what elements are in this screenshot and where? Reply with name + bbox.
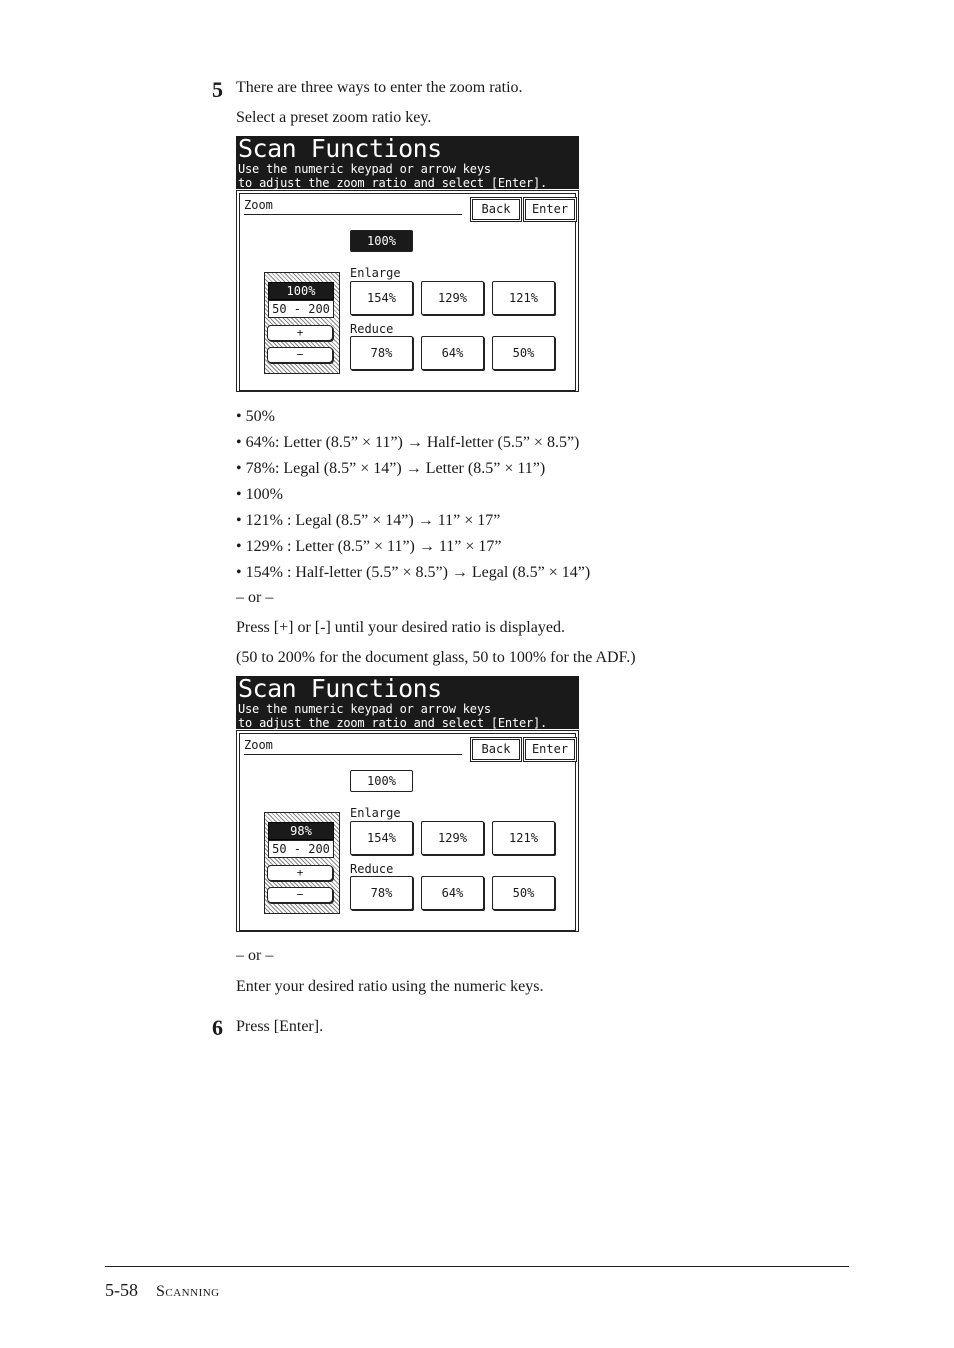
screen-body <box>236 190 579 392</box>
enlarge-154-button[interactable]: 154% <box>350 281 413 315</box>
reduce-64-button[interactable]: 64% <box>421 336 484 370</box>
preset-instruction: Select a preset zoom ratio key. <box>236 109 432 126</box>
screen-inner-frame <box>239 193 576 391</box>
section-name: Scanning <box>156 1283 220 1300</box>
step-5-intro: There are three ways to enter the zoom ratio. <box>236 79 523 96</box>
zoom-minus-button[interactable]: − <box>267 347 333 363</box>
reduce-50-button[interactable]: 50% <box>492 336 555 370</box>
reduce-label: Reduce <box>350 862 394 876</box>
zoom-underline <box>244 214 462 215</box>
zoom-underline <box>244 754 462 755</box>
page-number: 5-58 <box>105 1280 138 1300</box>
zoom-label: Zoom <box>244 198 273 212</box>
list-item: • 129% : Letter (8.5” × 11”) → 11” × 17” <box>236 534 590 560</box>
list-item: • 50% <box>236 404 590 430</box>
zoom-minus-button[interactable]: − <box>267 887 333 903</box>
scan-functions-screen-preset <box>236 136 579 392</box>
preset-100-button[interactable]: 100% <box>350 770 413 792</box>
screen-subtitle-line1: Use the numeric keypad or arrow keys <box>238 162 491 176</box>
footer-rule <box>105 1266 849 1267</box>
screen-subtitle-line1: Use the numeric keypad or arrow keys <box>238 702 491 716</box>
zoom-plus-button[interactable]: + <box>267 865 333 881</box>
zoom-range-display: 50 - 200 <box>268 300 334 318</box>
screen-title: Scan Functions <box>238 134 442 163</box>
screen-inner-frame <box>239 733 576 931</box>
page-footer <box>105 1279 220 1303</box>
zoom-stepper <box>264 812 340 914</box>
zoom-range-display: 50 - 200 <box>268 840 334 858</box>
scan-functions-screen-stepper <box>236 676 579 932</box>
or-separator: – or – <box>236 947 274 964</box>
numeric-keys-instruction: Enter your desired ratio using the numeric keys. <box>236 978 544 995</box>
back-button[interactable]: Back <box>472 739 520 760</box>
reduce-64-button[interactable]: 64% <box>421 876 484 910</box>
list-item: • 78%: Legal (8.5” × 14”) → Letter (8.5” × 11”) <box>236 456 590 482</box>
reduce-78-button[interactable]: 78% <box>350 876 413 910</box>
enlarge-129-button[interactable]: 129% <box>421 821 484 855</box>
zoom-plus-button[interactable]: + <box>267 325 333 341</box>
screen-subtitle-line2: to adjust the zoom ratio and select [Enter]. <box>238 176 548 190</box>
screen-header <box>236 676 579 729</box>
list-item: • 121% : Legal (8.5” × 14”) → 11” × 17” <box>236 508 590 534</box>
step-6-text: Press [Enter]. <box>236 1018 324 1035</box>
screen-header <box>236 136 579 189</box>
reduce-78-button[interactable]: 78% <box>350 336 413 370</box>
screen-subtitle-line2: to adjust the zoom ratio and select [Enter]. <box>238 716 548 730</box>
screen-body <box>236 730 579 932</box>
screen-title: Scan Functions <box>238 674 442 703</box>
enlarge-129-button[interactable]: 129% <box>421 281 484 315</box>
reduce-label: Reduce <box>350 322 394 336</box>
enter-button[interactable]: Enter <box>525 199 575 220</box>
enlarge-154-button[interactable]: 154% <box>350 821 413 855</box>
range-note: (50 to 200% for the document glass, 50 to 100% for the ADF.) <box>236 649 636 666</box>
list-item: • 100% <box>236 482 590 508</box>
zoom-value-display: 100% <box>268 282 334 300</box>
preset-ratio-list <box>236 404 590 586</box>
enter-button[interactable]: Enter <box>525 739 575 760</box>
plus-minus-instruction: Press [+] or [-] until your desired ratio is displayed. <box>236 619 565 636</box>
enlarge-label: Enlarge <box>350 266 401 280</box>
zoom-value-display: 98% <box>268 822 334 840</box>
zoom-label: Zoom <box>244 738 273 752</box>
or-separator: – or – <box>236 589 274 606</box>
reduce-50-button[interactable]: 50% <box>492 876 555 910</box>
preset-100-button[interactable]: 100% <box>350 230 413 252</box>
back-button[interactable]: Back <box>472 199 520 220</box>
list-item: • 154% : Half-letter (5.5” × 8.5”) → Legal (8.5” × 14”) <box>236 560 590 586</box>
step-5-number: 5 <box>212 77 223 102</box>
list-item: • 64%: Letter (8.5” × 11”) → Half-letter (5.5” × 8.5”) <box>236 430 590 456</box>
enlarge-121-button[interactable]: 121% <box>492 281 555 315</box>
enlarge-121-button[interactable]: 121% <box>492 821 555 855</box>
enlarge-label: Enlarge <box>350 806 401 820</box>
step-6-number: 6 <box>212 1015 223 1040</box>
zoom-stepper <box>264 272 340 374</box>
